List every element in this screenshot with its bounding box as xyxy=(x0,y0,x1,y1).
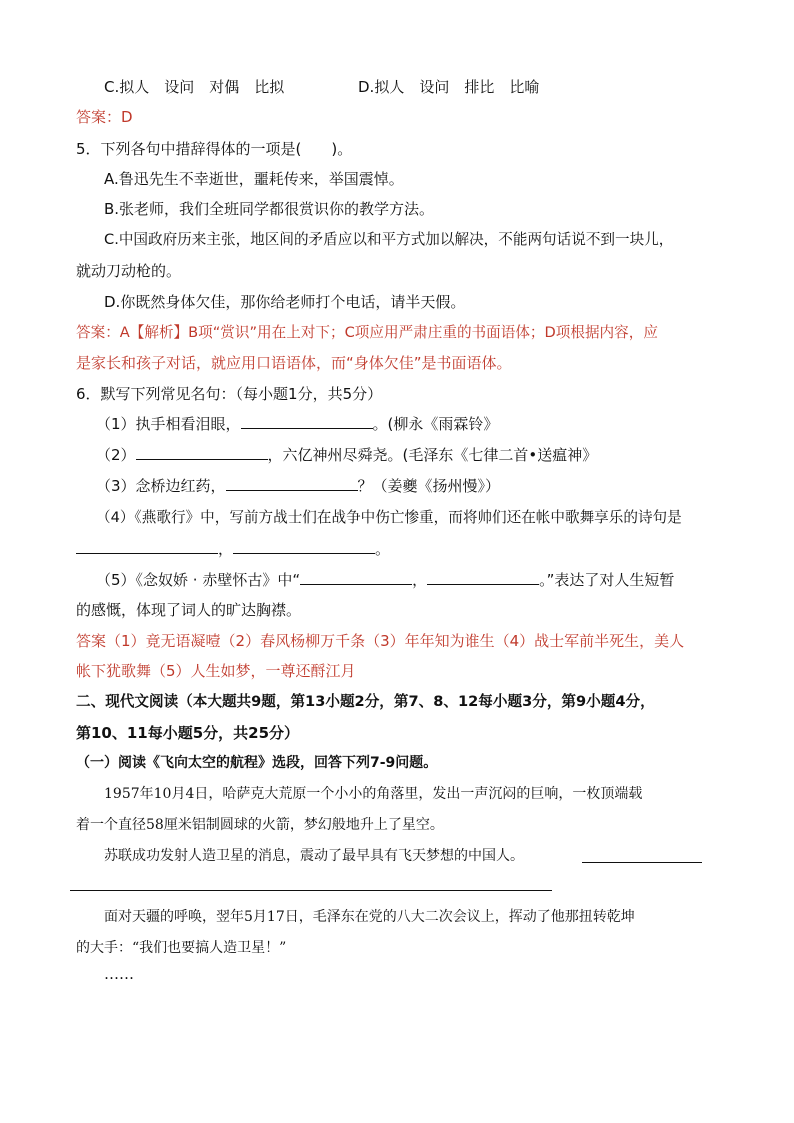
q6-item2-suffix: ，六亿神州尽舜尧。(毛泽东《七律二首•送瘟神》 xyxy=(267,446,598,464)
q4-option-d: D.拟人 设问 排比 比喻 xyxy=(358,78,540,96)
q5-stem: 5．下列各句中措辞得体的一项是( )。 xyxy=(76,140,353,158)
q6-answer-line1: 答案（1）竟无语凝噎（2）春风杨柳万千条（3）年年知为谁生（4）战士军前半死生，美人 xyxy=(76,632,685,650)
passage-p1-line2: 着一个直径58厘米铝制圆球的火箭，梦幻般地升上了星空。 xyxy=(76,817,444,833)
section2-heading-line2: 第10、11每小题5分，共25分） xyxy=(76,724,300,742)
q6-item2 xyxy=(96,444,597,466)
passage-p2-underline[interactable] xyxy=(582,862,702,863)
q6-item1 xyxy=(96,413,498,435)
q5-option-d: D.你既然身体欠佳，那你给老师打个电话，请半天假。 xyxy=(104,293,466,311)
q6-item1-prefix: （1）执手相看泪眼， xyxy=(96,415,241,433)
q5-option-c-line1: C.中国政府历来主张，地区间的矛盾应以和平方式加以解决，不能两句话说不到一块儿， xyxy=(104,231,674,248)
q6-item4-blank-1[interactable] xyxy=(76,539,218,554)
q6-item4-period: 。 xyxy=(375,540,391,558)
section2-sub-heading: （一）阅读《飞向太空的航程》选段，回答下列7-9问题。 xyxy=(76,755,438,771)
q6-item4-line1: （4）《燕歌行》中，写前方战士们在战争中伤亡惨重，而将帅们还在帐中歌舞享乐的诗句是 xyxy=(96,509,682,526)
passage-ellipsis: …… xyxy=(104,965,134,983)
q6-item1-blank[interactable] xyxy=(241,414,373,429)
passage-p2-text: 苏联成功发射人造卫星的消息，震动了最早具有飞天梦想的中国人。 xyxy=(104,848,524,864)
q6-item4-line2 xyxy=(76,538,390,560)
q6-item4-comma: ， xyxy=(218,540,234,558)
q5-option-a: A.鲁迅先生不幸逝世，噩耗传来，举国震悼。 xyxy=(104,170,404,188)
q5-answer-line2: 是家长和孩子对话，就应用口语语体，而“身体欠佳”是书面语体。 xyxy=(76,354,512,372)
q6-item2-prefix: （2） xyxy=(96,446,136,464)
q6-stem: 6．默写下列常见名句：（每小题1分，共5分） xyxy=(76,385,383,403)
q6-item5-prefix: （5）《念奴娇 · 赤壁怀古》中“ xyxy=(96,571,301,589)
q4-answer: 答案：D xyxy=(76,108,133,126)
q6-item5-blank-2[interactable] xyxy=(427,570,539,585)
q5-option-b: B.张老师，我们全班同学都很赏识你的教学方法。 xyxy=(104,200,435,218)
passage-p3-line2: 的大手：“我们也要搞人造卫星！” xyxy=(76,940,287,956)
passage-p3-line1: 面对天疆的呼唤，翌年5月17日，毛泽东在党的八大二次会议上，挥动了他那扭转乾坤 xyxy=(104,909,635,925)
q6-item5-line1 xyxy=(96,569,674,591)
q6-item5-comma: ， xyxy=(412,571,428,589)
q6-item5-suffix: 。”表达了对人生短暂 xyxy=(539,571,675,589)
passage-p1-line1: 1957年10月4日，哈萨克大荒原一个小小的角落里，发出一声沉闷的巨响，一枚顶端载 xyxy=(104,786,643,802)
q6-item2-blank[interactable] xyxy=(136,445,268,460)
q6-item3-blank[interactable] xyxy=(226,476,358,491)
q6-item5-blank-1[interactable] xyxy=(300,570,412,585)
q4-option-c: C.拟人 设问 对偶 比拟 xyxy=(104,78,285,96)
q6-answer-line2: 帐下犹歌舞（5）人生如梦，一尊还酹江月 xyxy=(76,662,356,680)
q6-item3 xyxy=(96,475,500,497)
q5-answer-line1: 答案：A【解析】B项“赏识”用在上对下；C项应用严肃庄重的书面语体；D项根据内容，应 xyxy=(76,324,658,341)
q6-item3-suffix: ？（姜夔《扬州慢》） xyxy=(357,477,501,495)
section2-heading-line1: 二、现代文阅读（本大题共9题，第13小题2分，第7、8、12每小题3分，第9小题4分， xyxy=(76,693,655,710)
q6-item1-suffix: 。(柳永《雨霖铃》 xyxy=(372,415,499,433)
q5-option-c-line2: 就动刀动枪的。 xyxy=(76,262,182,280)
passage-p2 xyxy=(104,845,524,867)
q6-item4-blank-2[interactable] xyxy=(233,539,375,554)
q6-item3-prefix: （3）念桥边红药， xyxy=(96,477,226,495)
q6-item5-line2: 的感慨，体现了词人的旷达胸襟。 xyxy=(76,601,302,619)
passage-answer-line[interactable] xyxy=(70,890,552,891)
